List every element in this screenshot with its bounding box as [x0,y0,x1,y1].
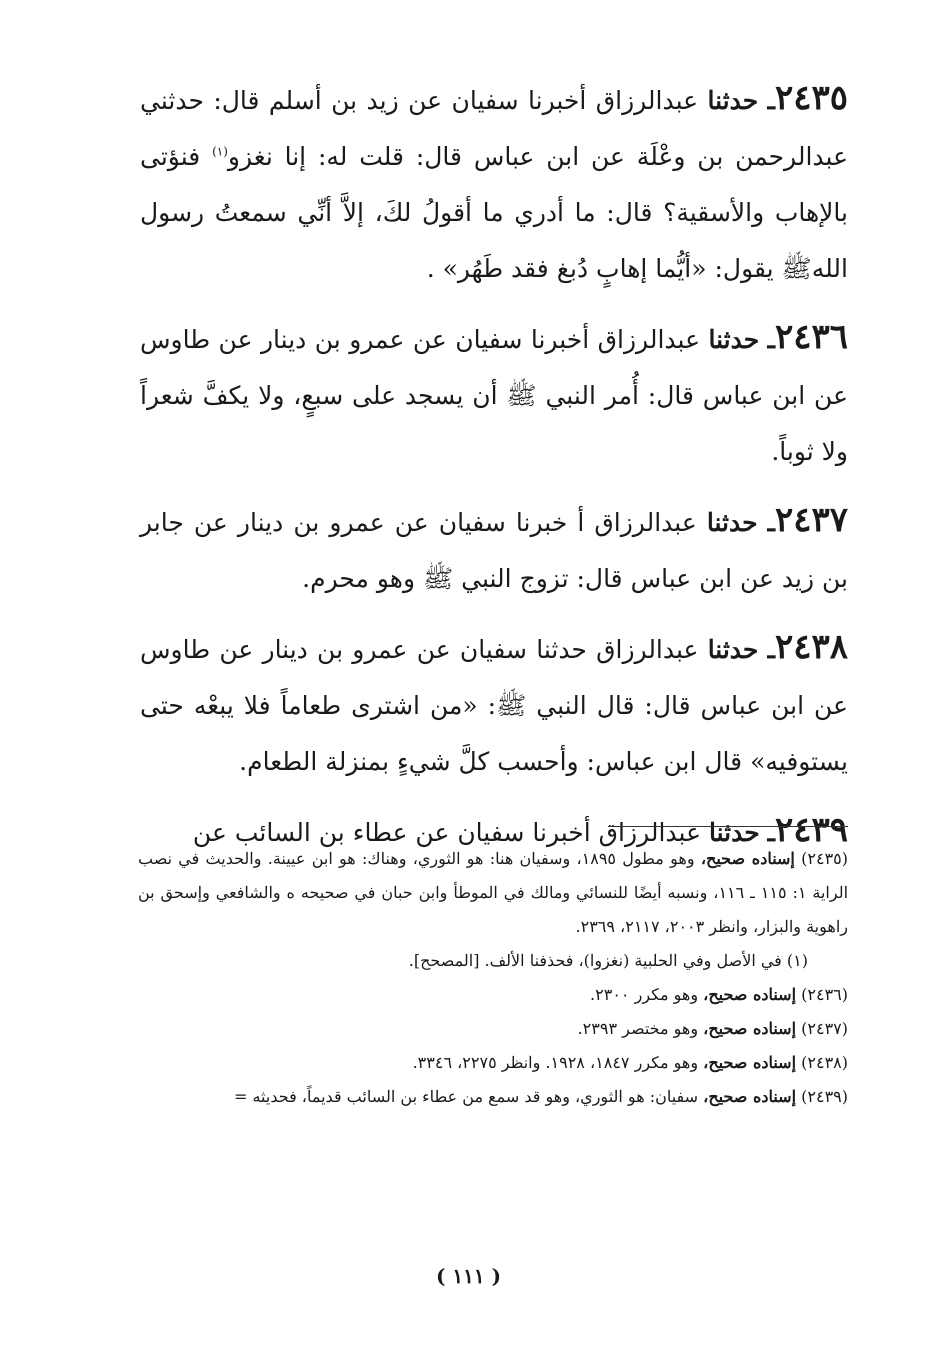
footnote-grade: إسناده صحيح، [703,985,797,1004]
hadith-dash: ـ [767,818,775,847]
footnote-label: (٢٤٣٧) [801,1019,848,1038]
hadith-number: ٢٤٣٩ [774,810,848,850]
hadith-text: عبدالرزاق حدثنا سفيان عن عمرو بن دينار عن طاوس عن ابن عباس قال: قال النبي ﷺ: «من اشترى طعاماً فلا يبعْه حتى يستوفيه» قال ابن عباس: وأحسب كلَّ شيءٍ بمنزلة الطعام. [140,635,848,776]
footnote-2435 [138,842,848,944]
hadith-dash: ـ [767,325,775,354]
hadith-dash: ـ [767,86,775,115]
hadith-text: عبدالرزاق أخبرنا سفيان عن عطاء بن السائب عن [192,818,702,847]
footnote-text: وهو مطول ١٨٩٥، وسفيان هنا: هو الثوري، وهناك: هو ابن عيينة. والحديث في نصب الراية ١: ١١٥ ـ ١١٦، ونسبه أيضًا للنسائي ومالك في الموطأ وابن حبان في صحيحه ه والشافعي وإسحق بن راهوية والبزار، وانظر ٢٠٠٣، ٢١١٧، ٢٣٦٩. [138,849,849,936]
hadith-2436 [140,309,848,480]
footnote-grade: إسناده صحيح، [703,1019,797,1038]
hadith-number: ٢٤٣٨ [774,627,848,667]
footnote-2437 [138,1012,848,1046]
hadith-text: عبدالرزاق أخبرنا سفيان عن زيد بن أسلم قال: حدثني عبدالرحمن بن وعْلَة عن ابن عباس قال: قلت له: إنا نغزو [140,86,849,171]
footnote-grade: إسناده صحيح، [703,1087,797,1106]
footnote-label: (٢٤٣٩) [801,1087,848,1106]
footnote-label: (٢٤٣٥) [801,849,849,868]
page-number: ( ١١١ ) [435,1264,502,1288]
hadith-keyword: حدثنا [708,818,760,847]
footnote-text: وهو مكرر ١٨٤٧، ١٩٢٨. وانظر ٢٢٧٥، ٣٣٤٦. [412,1053,699,1072]
hadith-number: ٢٤٣٥ [774,78,848,118]
footnote-2438 [138,1046,848,1080]
hadith-keyword: حدثنا [708,325,760,354]
hadith-keyword: حدثنا [706,508,758,537]
hadith-text: عبدالرزاق أخبرنا سفيان عن عمرو بن دينار عن طاوس عن ابن عباس قال: أُمر النبي ﷺ أن يسجد على سبعٍ، ولا يكفَّ شعراً ولا ثوباً. [140,325,848,466]
footnote-divider [608,826,848,827]
footnote-grade: إسناده صحيح، [700,849,795,868]
hadith-keyword: حدثنا [707,86,759,115]
footnote-1 [138,944,848,978]
hadith-text-cont: فنؤتى بالإهاب والأسقية؟ قال: ما أدري ما أقولُ لكَ، إلاَّ أنِّي سمعتُ رسول اللهﷺ يقول: «أيُّما إهابٍ دُبغ فقد طَهُر» . [140,142,848,283]
footnote-ref: (١) [212,144,228,159]
hadith-2435 [140,70,848,297]
hadith-number: ٢٤٣٦ [774,317,848,357]
hadith-keyword: حدثنا [707,635,759,664]
footnote-label: (٢٤٣٦) [801,985,848,1004]
footnotes [138,842,848,1114]
footnote-2439 [138,1080,848,1114]
hadith-2437 [140,492,848,607]
hadith-dash: ـ [767,635,775,664]
hadith-dash: ـ [767,508,775,537]
hadith-number: ٢٤٣٧ [774,500,848,540]
footnote-2436 [138,978,848,1012]
footnote-text: (١) في الأصل وفي الحلبية (نغزوا)، فحذفنا الألف. [المصحح]. [408,951,808,970]
footnote-grade: إسناده صحيح، [703,1053,797,1072]
main-text [140,70,848,873]
footnote-text: سفيان: هو الثوري، وهو قد سمع من عطاء بن السائب قديماً، فحديثه = [233,1087,699,1106]
hadith-2438 [140,619,848,790]
footnote-text: وهو مختصر ٢٣٩٣. [577,1019,699,1038]
footnote-text: وهو مكرر ٢٣٠٠. [590,985,699,1004]
footnote-label: (٢٤٣٨) [801,1053,848,1072]
hadith-text: عبدالرزاق أ خبرنا سفيان عن عمرو بن دينار عن جابر بن زيد عن ابن عباس قال: تزوج النبي ﷺ وهو محرم. [140,508,848,593]
